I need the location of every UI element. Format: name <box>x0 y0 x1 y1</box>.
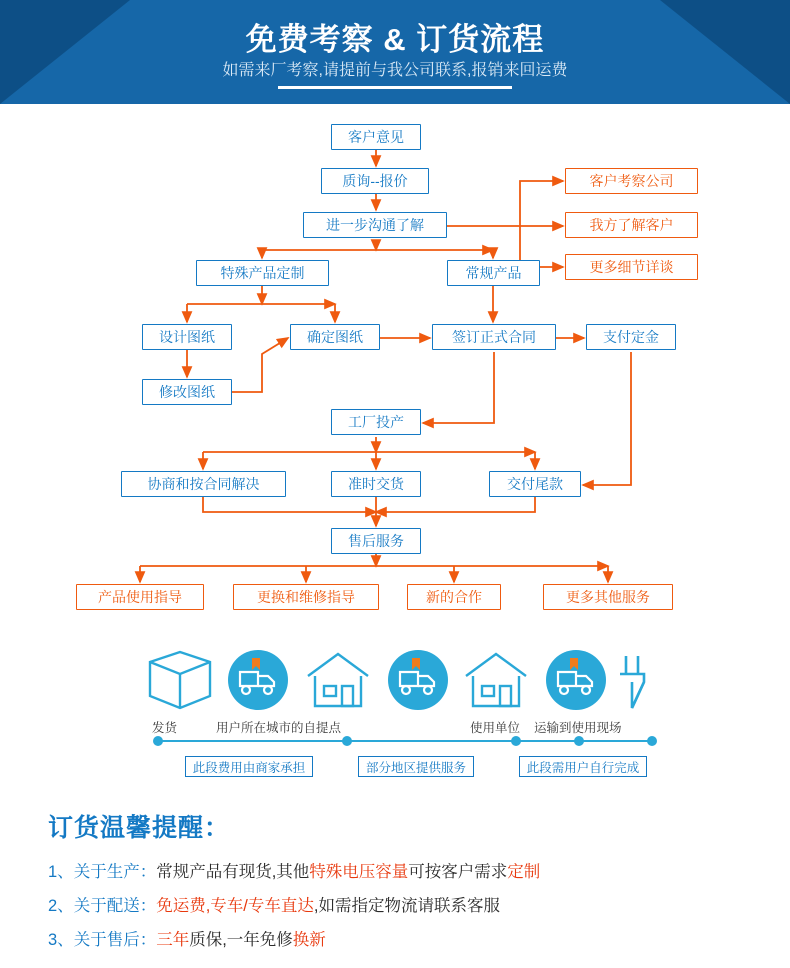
house-icon <box>466 654 526 706</box>
order-flowchart <box>0 104 790 634</box>
flow-node-n6: 更多细节详谈 <box>565 254 698 280</box>
flow-node-n22: 更多其他服务 <box>543 584 673 610</box>
note-text: 质保,一年免修 <box>189 931 293 949</box>
flow-node-n16: 准时交货 <box>331 471 421 497</box>
note-text: 定制 <box>507 863 541 881</box>
shipping-tag: 此段需用户自行完成 <box>519 756 647 777</box>
flow-node-n15: 协商和按合同解决 <box>121 471 286 497</box>
note-item <box>48 858 540 882</box>
note-text: 可按客户需求 <box>408 863 508 881</box>
flow-node-n13: 修改图纸 <box>142 379 232 405</box>
flow-node-n7: 特殊产品定制 <box>196 260 329 286</box>
flow-node-n18: 售后服务 <box>331 528 421 554</box>
truck-icon <box>228 650 288 710</box>
note-index: 1、 <box>48 863 74 881</box>
order-notes <box>0 800 790 968</box>
shipping-strip <box>0 634 790 794</box>
truck-icon <box>546 650 606 710</box>
flow-node-n9: 设计图纸 <box>142 324 232 350</box>
flow-node-n3: 进一步沟通了解 <box>303 212 447 238</box>
note-text: 免运费,专车/专车直达 <box>156 897 314 915</box>
note-text: 特殊电压容量 <box>309 863 409 881</box>
flow-node-n17: 交付尾款 <box>489 471 581 497</box>
flow-node-n8: 常规产品 <box>447 260 540 286</box>
shipping-label: 发货 <box>152 721 178 735</box>
note-key: 关于生产： <box>73 863 157 881</box>
flow-node-n1: 客户意见 <box>331 124 421 150</box>
box-icon <box>150 652 210 708</box>
note-index: 2、 <box>48 897 74 915</box>
flow-node-n11: 签订正式合同 <box>432 324 556 350</box>
shipping-label: 用户所在城市的自提点 <box>216 721 342 735</box>
flow-node-n4: 客户考察公司 <box>565 168 698 194</box>
flow-node-n5: 我方了解客户 <box>565 212 698 238</box>
flow-node-n20: 更换和维修指导 <box>233 584 379 610</box>
truck-icon <box>388 650 448 710</box>
note-text: ,如需指定物流请联系客服 <box>313 897 500 915</box>
flow-node-n14: 工厂投产 <box>331 409 421 435</box>
shipping-tag: 此段费用由商家承担 <box>185 756 313 777</box>
header-underline <box>278 86 512 89</box>
note-item <box>48 892 500 916</box>
shipping-label: 运输到使用现场 <box>534 721 622 735</box>
page-title: 免费考察 & 订货流程 <box>245 22 545 57</box>
note-key: 关于售后： <box>73 931 157 949</box>
note-key: 关于配送： <box>73 897 157 915</box>
note-item <box>48 926 326 950</box>
wrench-icon <box>620 656 644 708</box>
page-header <box>0 0 790 104</box>
flow-node-n2: 质询--报价 <box>321 168 429 194</box>
note-index: 3、 <box>48 931 74 949</box>
notes-title: 订货温馨提醒： <box>48 814 231 842</box>
shipping-tag: 部分地区提供服务 <box>358 756 474 777</box>
flow-node-n12: 支付定金 <box>586 324 676 350</box>
shipping-timeline <box>153 736 657 746</box>
note-text: 常规产品有现货,其他 <box>156 863 310 881</box>
note-text: 三年 <box>156 931 190 949</box>
note-text: 换新 <box>292 931 326 949</box>
flow-node-n10: 确定图纸 <box>290 324 380 350</box>
flow-node-n21: 新的合作 <box>407 584 501 610</box>
house-icon <box>308 654 368 706</box>
shipping-label: 使用单位 <box>470 721 521 735</box>
flow-node-n19: 产品使用指导 <box>76 584 204 610</box>
page-subtitle: 如需来厂考察,请提前与我公司联系,报销来回运费 <box>222 62 568 79</box>
